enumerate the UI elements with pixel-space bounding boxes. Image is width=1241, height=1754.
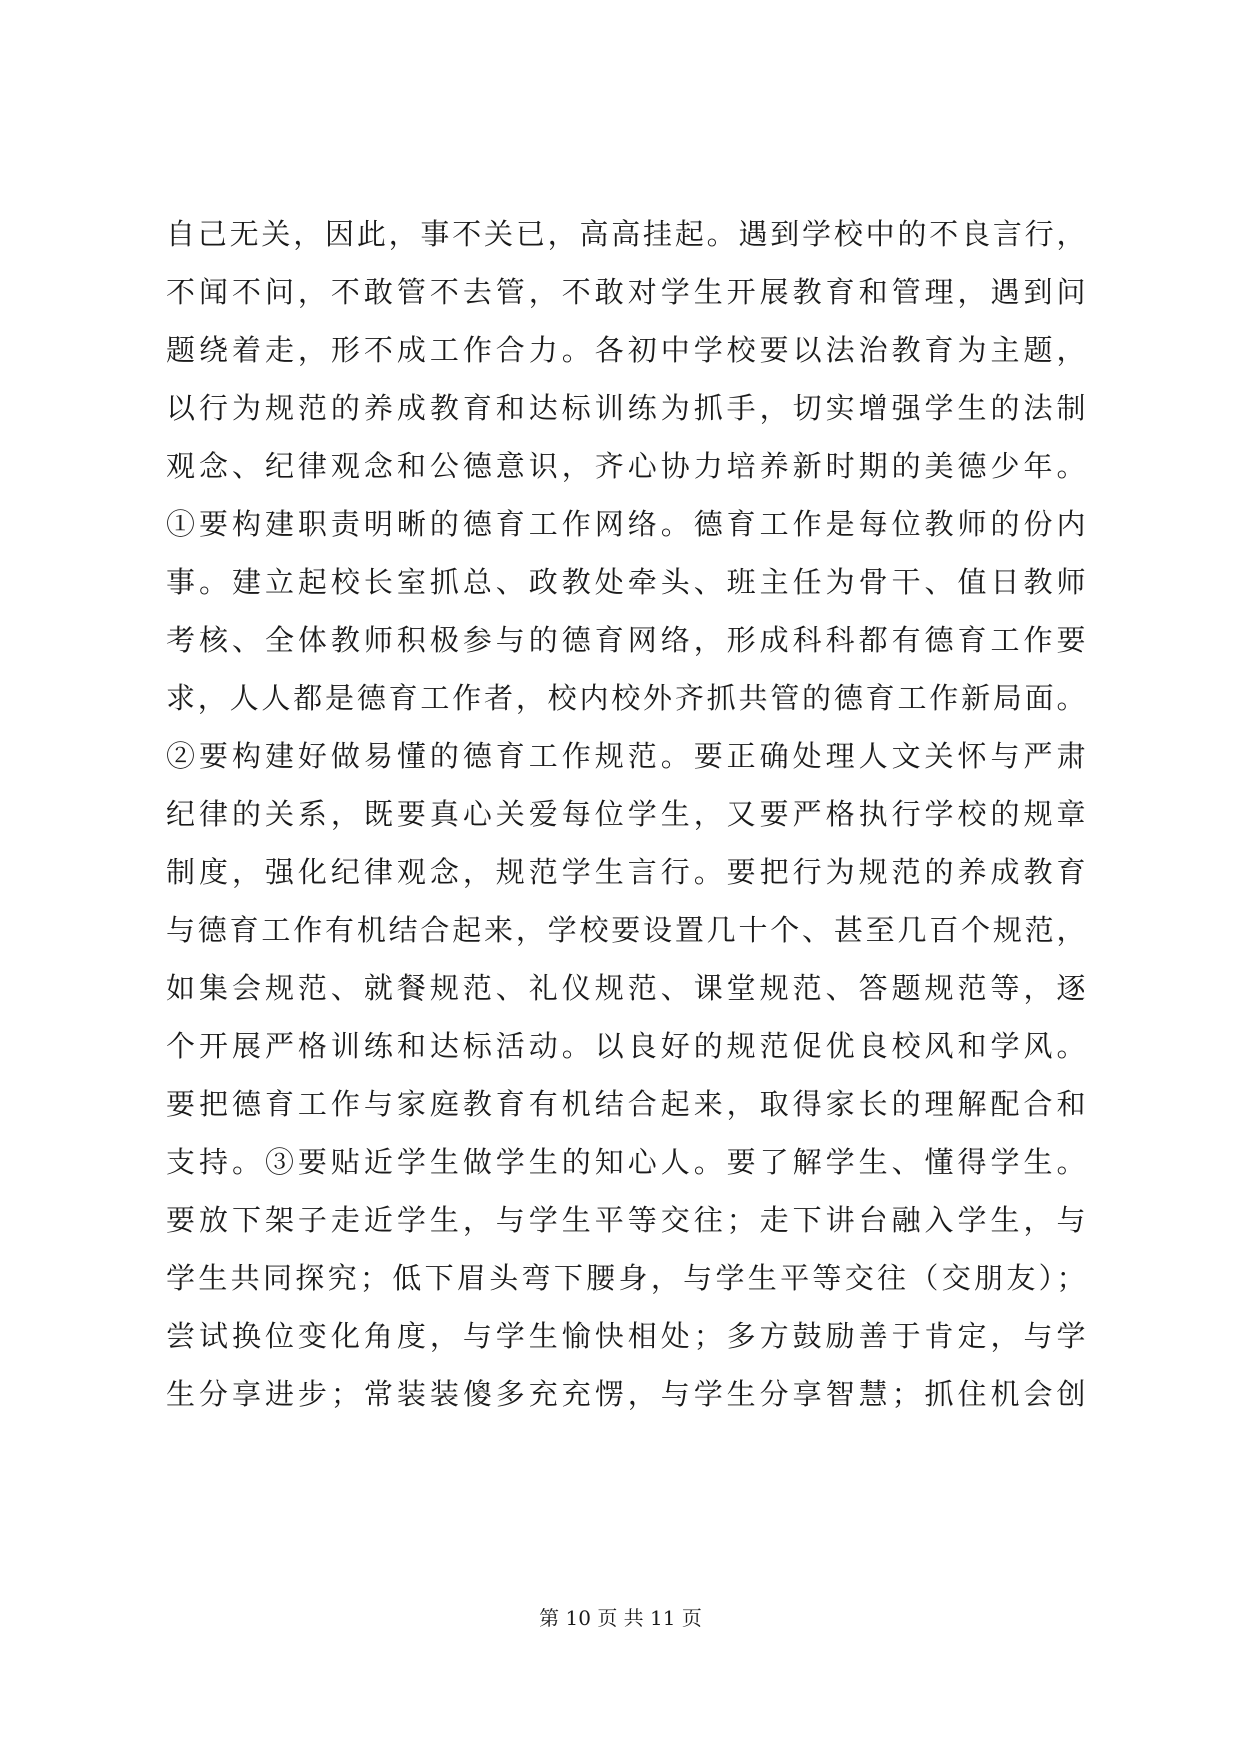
text-line: 支持。③要贴近学生做学生的知心人。要了解学生、懂得学生。	[166, 1145, 1086, 1179]
text-line: 纪律的关系，既要真心关爱每位学生，又要严格执行学校的规章	[166, 797, 1086, 831]
text-line: 个开展严格训练和达标活动。以良好的规范促优良校风和学风。	[166, 1029, 1086, 1063]
text-line: 观念、纪律观念和公德意识，齐心协力培养新时期的美德少年。	[166, 449, 1086, 483]
text-line: 求，人人都是德育工作者，校内校外齐抓共管的德育工作新局面。	[166, 681, 1086, 715]
text-line: 尝试换位变化角度，与学生愉快相处；多方鼓励善于肯定，与学	[166, 1319, 1086, 1353]
text-line: 制度，强化纪律观念，规范学生言行。要把行为规范的养成教育	[166, 855, 1086, 889]
text-line: ①要构建职责明晰的德育工作网络。德育工作是每位教师的份内	[166, 507, 1086, 541]
text-line: 要把德育工作与家庭教育有机结合起来，取得家长的理解配合和	[166, 1087, 1086, 1121]
text-line: 考核、全体教师积极参与的德育网络，形成科科都有德育工作要	[166, 623, 1086, 657]
text-line: 与德育工作有机结合起来，学校要设置几十个、甚至几百个规范，	[166, 913, 1086, 947]
text-line: 事。建立起校长室抓总、政教处牵头、班主任为骨干、值日教师	[166, 565, 1086, 599]
page-footer: 第 10 页 共 11 页	[539, 1606, 702, 1630]
body-text	[166, 205, 1086, 1423]
text-line: 如集会规范、就餐规范、礼仪规范、课堂规范、答题规范等，逐	[166, 971, 1086, 1005]
text-line: 自己无关，因此，事不关已，高高挂起。遇到学校中的不良言行，	[166, 217, 1086, 251]
text-line: 题绕着走，形不成工作合力。各初中学校要以法治教育为主题，	[166, 333, 1086, 367]
text-line: 学生共同探究；低下眉头弯下腰身，与学生平等交往（交朋友）；	[166, 1261, 1086, 1295]
text-line: 要放下架子走近学生，与学生平等交往；走下讲台融入学生，与	[166, 1203, 1086, 1237]
text-line: ②要构建好做易懂的德育工作规范。要正确处理人文关怀与严肃	[166, 739, 1086, 773]
text-line: 以行为规范的养成教育和达标训练为抓手，切实增强学生的法制	[166, 391, 1086, 425]
text-line: 不闻不问，不敢管不去管，不敢对学生开展教育和管理，遇到问	[166, 275, 1086, 309]
text-line: 生分享进步；常装装傻多充充愣，与学生分享智慧；抓住机会创	[166, 1377, 1086, 1411]
